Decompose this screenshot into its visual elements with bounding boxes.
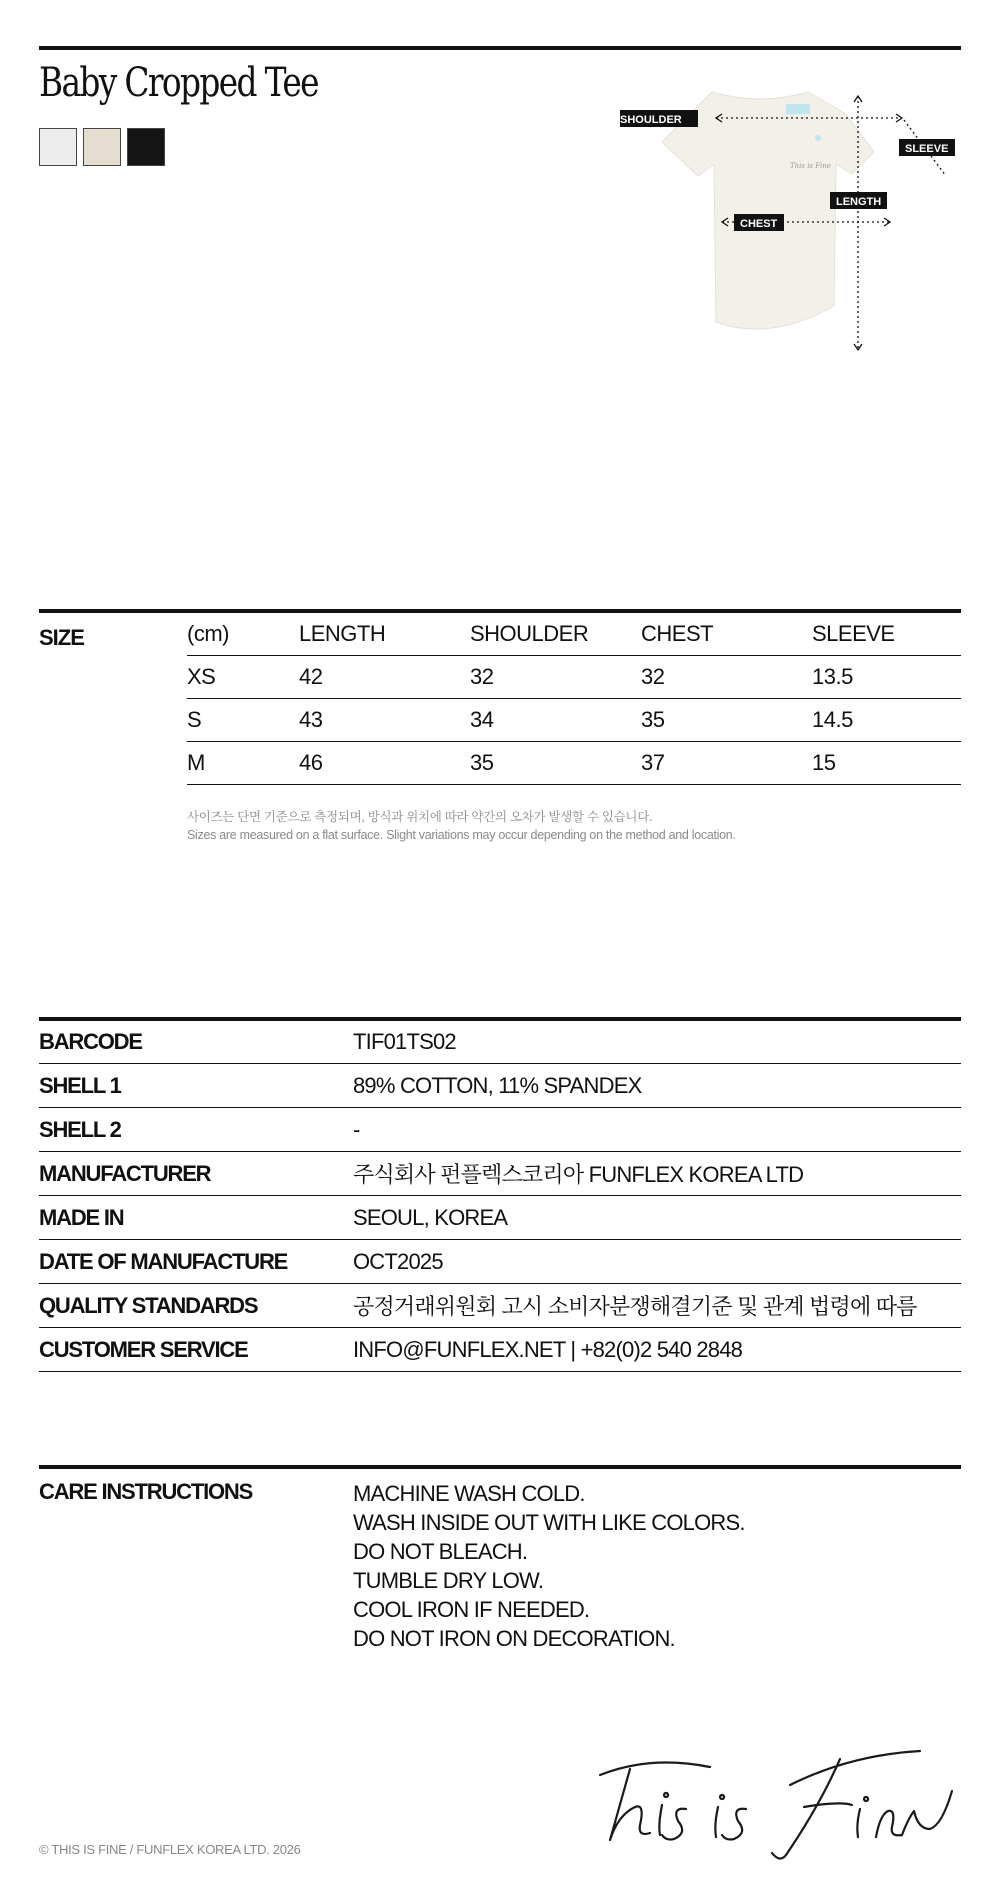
table-row — [187, 742, 961, 785]
size-note-korean: 사이즈는 단면 기준으로 측정되며, 방식과 위치에 따라 약간의 오차가 발생할 수 있습니다. — [187, 810, 653, 824]
detail-value: 89% COTTON, 11% SPANDEX — [353, 1064, 961, 1108]
detail-value: 주식회사 펀플렉스코리아 FUNFLEX KOREA LTD — [353, 1152, 961, 1196]
svg-text:This is Fine: This is Fine — [790, 162, 832, 170]
detail-value: OCT2025 — [353, 1240, 961, 1284]
table-row — [39, 1328, 961, 1372]
header-cell: SHOULDER — [470, 609, 641, 656]
care-line: COOL IRON IF NEEDED. — [353, 1597, 590, 1622]
table-cell: 35 — [641, 699, 812, 742]
top-rule — [39, 46, 961, 50]
table-cell: 43 — [299, 699, 470, 742]
header-cell: CHEST — [641, 609, 812, 656]
product-title: Baby Cropped Tee — [39, 60, 318, 106]
care-line: DO NOT IRON ON DECORATION. — [353, 1626, 675, 1651]
care-line: DO NOT BLEACH. — [353, 1539, 528, 1564]
detail-key: CUSTOMER SERVICE — [39, 1328, 353, 1372]
table-row — [39, 1152, 961, 1196]
header-cell: SLEEVE — [812, 609, 961, 656]
detail-value: 공정거래위원회 고시 소비자분쟁해결기준 및 관계 법령에 따름 — [353, 1284, 961, 1328]
care-line: WASH INSIDE OUT WITH LIKE COLORS. — [353, 1510, 745, 1535]
care-rule — [39, 1465, 961, 1469]
table-row — [39, 1284, 961, 1328]
detail-key: QUALITY STANDARDS — [39, 1284, 353, 1328]
care-list — [353, 1479, 745, 1653]
color-swatches — [39, 128, 165, 166]
length-label: LENGTH — [836, 196, 882, 208]
detail-key: SHELL 1 — [39, 1064, 353, 1108]
table-cell: XS — [187, 656, 299, 699]
table-cell: M — [187, 742, 299, 785]
sleeve-measure — [899, 120, 955, 176]
table-row — [39, 1108, 961, 1152]
customer-service-link[interactable]: INFO@FUNFLEX.NET | +82(0)2 540 2848 — [353, 1328, 961, 1372]
table-cell: 42 — [299, 656, 470, 699]
detail-value: - — [353, 1108, 961, 1152]
detail-key: BARCODE — [39, 1020, 353, 1064]
swatch-black[interactable] — [127, 128, 165, 166]
copyright: © THIS IS FINE / FUNFLEX KOREA LTD. 2026 — [39, 1842, 301, 1857]
table-cell: 15 — [812, 742, 961, 785]
detail-key: MADE IN — [39, 1196, 353, 1240]
table-row — [39, 1064, 961, 1108]
table-row — [39, 1020, 961, 1064]
table-cell: 32 — [641, 656, 812, 699]
swatch-white[interactable] — [39, 128, 77, 166]
chest-label: CHEST — [740, 218, 778, 230]
table-cell: 32 — [470, 656, 641, 699]
table-row — [39, 1196, 961, 1240]
detail-key: MANUFACTURER — [39, 1152, 353, 1196]
table-cell: 35 — [470, 742, 641, 785]
table-cell: 46 — [299, 742, 470, 785]
signature-logo — [590, 1745, 960, 1865]
table-row — [187, 656, 961, 699]
table-row — [187, 699, 961, 742]
size-heading: SIZE — [39, 625, 84, 650]
shoulder-label: SHOULDER — [620, 114, 682, 126]
details-table — [39, 1020, 961, 1372]
care-heading: CARE INSTRUCTIONS — [39, 1479, 253, 1504]
care-line: MACHINE WASH COLD. — [353, 1481, 585, 1506]
table-cell: 34 — [470, 699, 641, 742]
table-row — [39, 1240, 961, 1284]
swatch-beige[interactable] — [83, 128, 121, 166]
detail-key: DATE OF MANUFACTURE — [39, 1240, 353, 1284]
detail-value: SEOUL, KOREA — [353, 1196, 961, 1240]
detail-key: SHELL 2 — [39, 1108, 353, 1152]
care-line: TUMBLE DRY LOW. — [353, 1568, 544, 1593]
size-notes — [187, 808, 736, 844]
header-cell: LENGTH — [299, 609, 470, 656]
table-cell: 37 — [641, 742, 812, 785]
size-table — [187, 609, 961, 785]
table-cell: 14.5 — [812, 699, 961, 742]
tshirt-illustration — [662, 92, 874, 329]
table-cell: 13.5 — [812, 656, 961, 699]
size-note-english: Sizes are measured on a flat surface. Slight variations may occur depending on the method and location. — [187, 828, 736, 842]
detail-value: TIF01TS02 — [353, 1020, 961, 1064]
header-cell: (cm) — [187, 609, 299, 656]
table-cell: S — [187, 699, 299, 742]
measurement-diagram — [620, 80, 960, 360]
sleeve-label: SLEEVE — [905, 143, 949, 155]
table-header-row — [187, 609, 961, 656]
